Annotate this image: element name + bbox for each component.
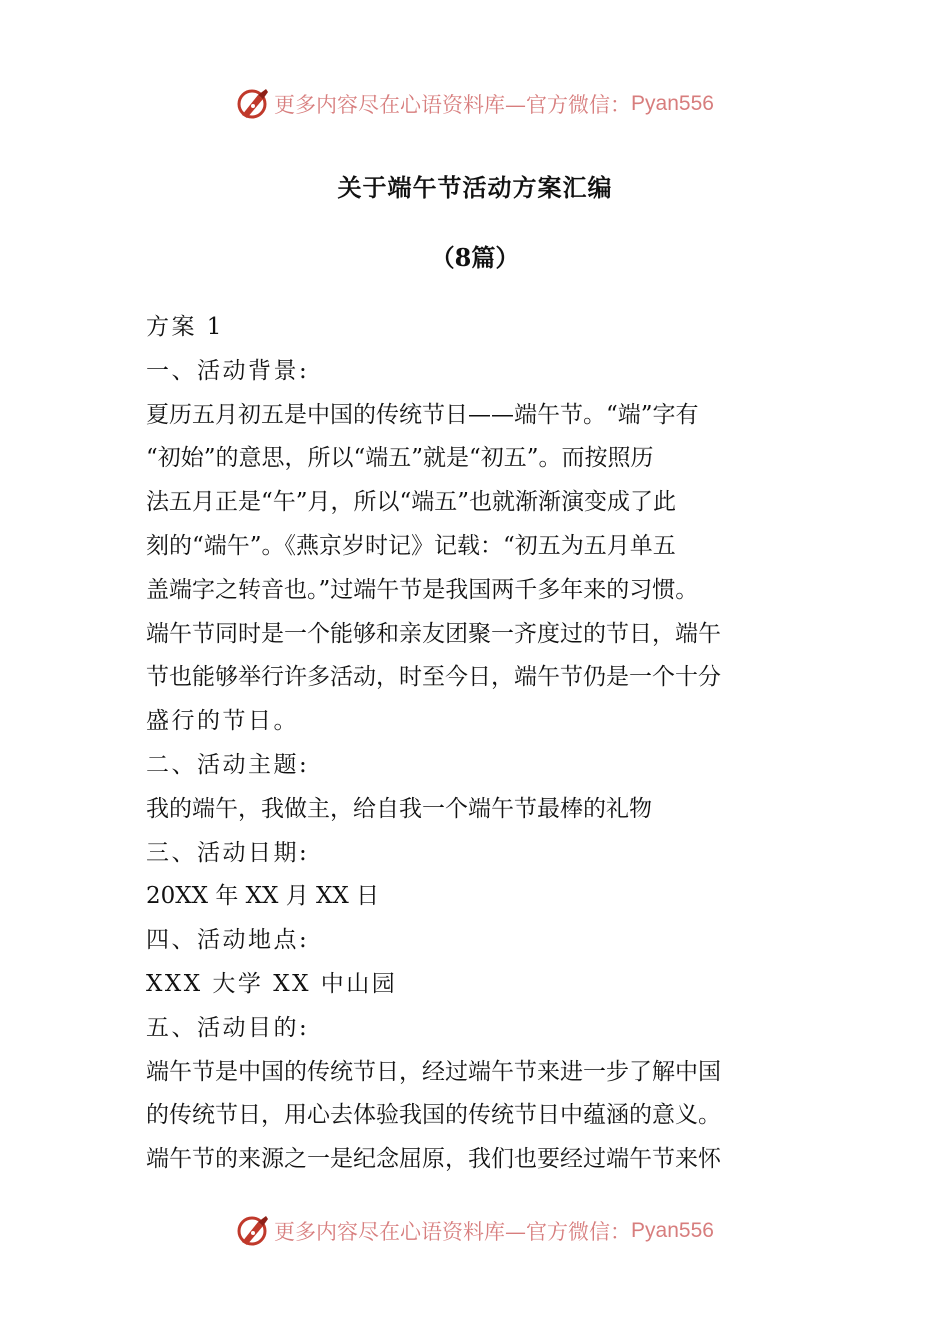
body-line: 端午节的来源之一是纪念屈原，我们也要经过端午节来怀 <box>146 1146 721 1173</box>
body-line: 盖端字之转音也。”过端午节是我国两千多年来的习惯。 <box>146 576 699 603</box>
body-line: 方案 1 <box>146 314 224 340</box>
body-line: 三、活动日期: <box>146 839 310 866</box>
pen-nib-logo-icon <box>236 87 270 121</box>
document-body <box>146 306 808 1182</box>
body-line: “初始”的意思，所以“端五”就是“初五”。而按照历 <box>146 445 654 472</box>
document-subtitle: （8篇） <box>430 243 520 272</box>
body-line: XXX 大学 XX 中山园 <box>146 970 398 997</box>
document-title: 关于端午节活动方案汇编 <box>337 173 613 202</box>
body-line: 端午节同时是一个能够和亲友团聚一齐度过的节日，端午 <box>146 620 721 647</box>
banner-text: 更多内容尽在心语资料库—官方微信： <box>274 93 632 117</box>
footer-banner <box>0 1211 950 1251</box>
header-banner <box>0 84 950 124</box>
banner-wechat-handle: Pyan556 <box>631 1219 714 1242</box>
banner-text: 更多内容尽在心语资料库—官方微信： <box>274 1220 632 1244</box>
body-line: 20XX 年 XX 月 XX 日 <box>146 883 380 910</box>
banner-wechat-handle: Pyan556 <box>631 92 714 115</box>
body-line: 盛行的节日。 <box>146 708 299 735</box>
body-line: 的传统节日，用心去体验我国的传统节日中蕴涵的意义。 <box>146 1102 721 1129</box>
body-line: 夏历五月初五是中国的传统节日——端午节。“端”字有 <box>146 401 699 428</box>
body-line: 四、活动地点: <box>146 927 310 954</box>
pen-nib-logo-icon <box>236 1214 270 1248</box>
body-line: 节也能够举行许多活动，时至今日，端午节仍是一个十分 <box>146 664 721 691</box>
body-line: 一、活动背景: <box>146 357 310 384</box>
body-line: 二、活动主题: <box>146 751 310 778</box>
body-line: 我的端午，我做主，给自我一个端午节最棒的礼物 <box>146 795 652 822</box>
body-line: 五、活动目的: <box>146 1014 310 1041</box>
body-line: 法五月正是“午”月，所以“端五”也就渐渐演变成了此 <box>146 489 677 516</box>
body-line: 端午节是中国的传统节日，经过端午节来进一步了解中国 <box>146 1058 721 1085</box>
body-line: 刻的“端午”。《燕京岁时记》记载：“初五为五月单五 <box>146 532 676 559</box>
